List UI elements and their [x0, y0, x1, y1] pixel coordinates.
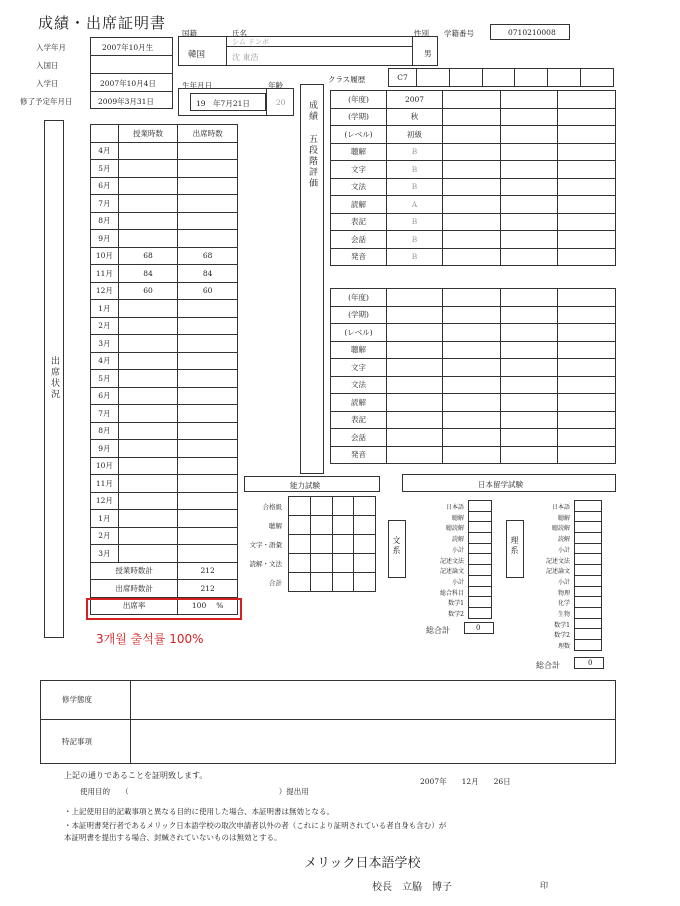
- purpose-line: 使用目的 （ ）提出用: [80, 787, 309, 796]
- attendance-attend-cell: [178, 335, 238, 353]
- attendance-row: [91, 142, 238, 160]
- attendance-lesson-cell: [118, 212, 177, 230]
- eju-subject-label: 読解: [451, 536, 464, 544]
- eju-subject-label: 聴解: [557, 514, 570, 522]
- eju-subject-label: 小計: [451, 578, 464, 586]
- attendance-lesson-cell: [118, 195, 177, 213]
- grade-value: B: [387, 213, 443, 231]
- eju-subject-label: 記述文法: [545, 557, 570, 565]
- grade-row: [331, 341, 616, 359]
- attendance-month-cell: 3月: [91, 335, 119, 353]
- bunkei-total-value: 0: [476, 624, 481, 632]
- grade-value: [387, 359, 443, 377]
- attendance-month-cell: 5月: [91, 160, 119, 178]
- attendance-attend-cell: [178, 527, 238, 545]
- attendance-lesson-cell: [118, 422, 177, 440]
- grade-value: 秋: [387, 108, 443, 126]
- attendance-lesson-cell: [118, 177, 177, 195]
- attendance-table: [90, 124, 238, 615]
- attendance-month-cell: 10月: [91, 247, 119, 265]
- attendance-row: [91, 177, 238, 195]
- attendance-attend-cell: [178, 300, 238, 318]
- grade-row: [331, 248, 616, 266]
- attendance-attend-cell: [178, 160, 238, 178]
- attendance-rate-label: 出席率: [91, 597, 178, 615]
- attendance-row: [91, 352, 238, 370]
- nationality-label: 国籍: [182, 29, 197, 38]
- grade-subject: (年度): [331, 289, 387, 307]
- attendance-attend-cell: [178, 142, 238, 160]
- attendance-row: [91, 212, 238, 230]
- principal-name: 校長 立脇 博子: [372, 882, 452, 893]
- attendance-month-cell: 4月: [91, 142, 119, 160]
- eju-subject-label: 読解: [557, 536, 570, 544]
- special-notes-label: 特記事項: [62, 737, 92, 746]
- sex-label: 性別: [414, 29, 429, 38]
- attendance-lesson-cell: [118, 317, 177, 335]
- student-no-value: 0710210008: [508, 28, 556, 37]
- attendance-attend-cell: [178, 212, 238, 230]
- grade-value: B: [387, 161, 443, 179]
- grade-value: B: [387, 231, 443, 249]
- attendance-row: [91, 282, 238, 300]
- grade-row: [331, 213, 616, 231]
- total-lesson-value: 212: [178, 562, 238, 580]
- grade-row: [331, 289, 616, 307]
- attendance-attend-cell: 68: [178, 247, 238, 265]
- grade-subject: 読解: [331, 196, 387, 214]
- attendance-attend-cell: [178, 545, 238, 563]
- admission-date-value: 2007年10月4日: [100, 79, 156, 88]
- nationality-value: 韓国: [188, 50, 206, 60]
- school-name: メリック日本語学校: [304, 856, 421, 871]
- bunkei-label: 文系: [392, 536, 401, 556]
- grade-subject: 文法: [331, 376, 387, 394]
- eju-subject-label: 物理: [557, 589, 570, 597]
- birth-value: 19 年7月21日: [196, 99, 250, 108]
- note-1: ・上記使用目的記載事項と異なる目的に使用した場合、本証明書は無効となる。: [64, 807, 334, 816]
- grade-row: [331, 359, 616, 377]
- attendance-lesson-cell: 68: [118, 247, 177, 265]
- jlpt-row-label: 読解・文法: [249, 560, 282, 568]
- age-label: 年齢: [268, 81, 283, 90]
- attendance-lesson-cell: [118, 405, 177, 423]
- grade-value: 2007: [387, 91, 443, 109]
- attendance-month-cell: 6月: [91, 177, 119, 195]
- grade-row: [331, 126, 616, 144]
- attendance-lesson-cell: [118, 370, 177, 388]
- grade-value: B: [387, 143, 443, 161]
- attendance-lesson-cell: [118, 545, 177, 563]
- grade-subject: (レベル): [331, 324, 387, 342]
- note-3: 本証明書を提出する場合、封緘されていないものは無効とする。: [64, 833, 282, 842]
- attendance-lesson-cell: 84: [118, 265, 177, 283]
- attendance-attend-cell: [178, 422, 238, 440]
- riken-total-label: 総合計: [536, 661, 560, 670]
- attendance-attend-cell: [178, 195, 238, 213]
- grade-value: [387, 289, 443, 307]
- grade-row: [331, 91, 616, 109]
- grade-row: [331, 143, 616, 161]
- grade-row: [331, 394, 616, 412]
- eju-subject-label: 生物: [557, 611, 570, 618]
- attendance-lesson-cell: [118, 475, 177, 493]
- grade-subject: (年度): [331, 91, 387, 109]
- completion-label: 修了予定年月日: [20, 97, 73, 106]
- eju-subject-label: 聴読解: [445, 525, 464, 533]
- attendance-attend-cell: [178, 387, 238, 405]
- attendance-rate-highlight: [86, 598, 242, 620]
- grade-row: [331, 178, 616, 196]
- grade-subject: 聴解: [331, 143, 387, 161]
- eju-subject-label: 数学2: [554, 632, 570, 640]
- attendance-lesson-cell: [118, 492, 177, 510]
- grade-value: [387, 306, 443, 324]
- attendance-month-cell: 3月: [91, 545, 119, 563]
- eju-subject-label: 小計: [557, 578, 570, 586]
- eju-subject-label: 小計: [557, 546, 570, 554]
- attendance-attend-cell: [178, 510, 238, 528]
- grade-subject: 文字: [331, 161, 387, 179]
- attendance-lesson-cell: 60: [118, 282, 177, 300]
- grade-row: [331, 376, 616, 394]
- eju-subject-label: 記述文法: [439, 557, 464, 565]
- attendance-lesson-cell: [118, 352, 177, 370]
- grade-value: 初級: [387, 126, 443, 144]
- attendance-lesson-cell: [118, 160, 177, 178]
- attendance-row: [91, 475, 238, 493]
- page-title: 成績・出席証明書: [38, 14, 167, 32]
- attendance-month-cell: 1月: [91, 300, 119, 318]
- grade-value: [387, 394, 443, 412]
- grade-row: [331, 231, 616, 249]
- attendance-month-cell: 7月: [91, 195, 119, 213]
- grade-value: A: [387, 196, 443, 214]
- attendance-row: [91, 300, 238, 318]
- attendance-rate-value: 100: [191, 601, 207, 610]
- grade-value: [387, 429, 443, 447]
- eju-riken-table: [574, 500, 602, 651]
- attendance-row: [91, 265, 238, 283]
- grade-subject: 文字: [331, 359, 387, 377]
- grade-row: [331, 411, 616, 429]
- attendance-month-cell: 11月: [91, 475, 119, 493]
- attendance-row: [91, 422, 238, 440]
- study-attitude-label: 修学態度: [62, 695, 92, 704]
- attendance-lesson-cell: [118, 527, 177, 545]
- seal-mark: 印: [540, 881, 548, 890]
- attendance-lesson-cell: [118, 387, 177, 405]
- attendance-month-cell: 9月: [91, 440, 119, 458]
- attendance-row: [91, 457, 238, 475]
- attendance-attend-cell: [178, 405, 238, 423]
- attendance-lesson-cell: [118, 142, 177, 160]
- attendance-lesson-cell: [118, 510, 177, 528]
- attendance-attend-cell: [178, 177, 238, 195]
- attendance-month-cell: 2月: [91, 527, 119, 545]
- eju-bunkei-table: [468, 500, 492, 619]
- class-history-table: [388, 68, 614, 87]
- sex-value: 男: [424, 49, 432, 58]
- riken-total-value: 0: [588, 659, 593, 667]
- certify-text: 上記の通りであることを証明致します。: [64, 771, 208, 780]
- attendance-month-cell: 2月: [91, 317, 119, 335]
- eju-subject-label: 記述論文: [439, 568, 464, 576]
- grade-subject: 会話: [331, 429, 387, 447]
- jlpt-row-label: 文字・語彙: [249, 541, 282, 549]
- grade-subject: (学期): [331, 108, 387, 126]
- total-attend-label: 出席時数計: [91, 580, 178, 598]
- attendance-lesson-cell: [118, 457, 177, 475]
- attendance-month-cell: 4月: [91, 352, 119, 370]
- name-box: [178, 36, 438, 66]
- attendance-lesson-cell: [118, 440, 177, 458]
- attendance-lesson-cell: [118, 300, 177, 318]
- attendance-row: [91, 527, 238, 545]
- attendance-lesson-cell: [118, 230, 177, 248]
- grade-subject: 表記: [331, 213, 387, 231]
- grade-row: [331, 306, 616, 324]
- jlpt-row-label: 合格級: [262, 503, 282, 511]
- name-label: 氏名: [232, 29, 247, 38]
- grade-subject: (学期): [331, 306, 387, 324]
- name-kanji: 沈 東浩: [232, 53, 259, 62]
- eju-subject-label: 日本語: [551, 504, 570, 511]
- student-no-label: 学籍番号: [444, 29, 474, 38]
- grades-block-2: [330, 288, 616, 464]
- attendance-attend-cell: 60: [178, 282, 238, 300]
- eju-subject-label: 数学2: [448, 611, 464, 618]
- attendance-attend-cell: 84: [178, 265, 238, 283]
- attendance-attend-cell: [178, 475, 238, 493]
- eju-subject-label: 数学1: [448, 600, 464, 608]
- eju-subject-label: 化学: [557, 600, 570, 608]
- attendance-month-cell: 5月: [91, 370, 119, 388]
- attendance-month-cell: 12月: [91, 282, 119, 300]
- remarks-box: [40, 680, 616, 764]
- grade-subject: 会話: [331, 231, 387, 249]
- grade-row: [331, 108, 616, 126]
- attendance-month-cell: 10月: [91, 457, 119, 475]
- grades-block-1: [330, 90, 616, 266]
- grade-row: [331, 446, 616, 464]
- jlpt-table: [288, 496, 376, 592]
- grade-subject: 文法: [331, 178, 387, 196]
- birth-label: 生年月日: [182, 81, 212, 90]
- issue-date: 2007年 12月 26日: [420, 777, 511, 786]
- attendance-row: [91, 247, 238, 265]
- attendance-month-cell: 7月: [91, 405, 119, 423]
- attendance-attend-cell: [178, 317, 238, 335]
- eju-title: 日本留学試験: [478, 480, 523, 489]
- attendance-lesson-cell: [118, 335, 177, 353]
- bunkei-total-label: 総合計: [426, 626, 450, 635]
- attendance-month-cell: 6月: [91, 387, 119, 405]
- grade-subject: 聴解: [331, 341, 387, 359]
- attendance-row: [91, 335, 238, 353]
- total-lesson-label: 授業時数計: [91, 562, 178, 580]
- col-attend-header: 出席時数: [178, 125, 238, 143]
- attendance-attend-cell: [178, 370, 238, 388]
- attendance-row: [91, 510, 238, 528]
- attendance-rate-unit: %: [216, 601, 224, 610]
- grade-subject: 表記: [331, 411, 387, 429]
- attendance-row: [91, 195, 238, 213]
- annotation-text: 3개월 출석률 100%: [96, 632, 204, 646]
- grade-value: [387, 411, 443, 429]
- eju-subject-label: 聴解: [451, 514, 464, 522]
- attendance-row: [91, 317, 238, 335]
- attendance-row: [91, 370, 238, 388]
- grade-row: [331, 324, 616, 342]
- grade-value: [387, 446, 443, 464]
- admission-month-label: 入学年月: [36, 43, 66, 52]
- attendance-attend-cell: [178, 492, 238, 510]
- attendance-month-cell: 1月: [91, 510, 119, 528]
- attendance-row: [91, 545, 238, 563]
- attendance-row: [91, 230, 238, 248]
- attendance-attend-cell: [178, 457, 238, 475]
- grades-side-label: 成績 五段階評価: [307, 100, 317, 189]
- riken-label: 理系: [510, 536, 519, 556]
- class-value: C7: [389, 69, 417, 87]
- attendance-attend-cell: [178, 440, 238, 458]
- eju-subject-label: 記述論文: [545, 568, 570, 576]
- attendance-row: [91, 160, 238, 178]
- grade-subject: (レベル): [331, 126, 387, 144]
- jlpt-title: 能力試験: [290, 481, 320, 490]
- admission-month-value: 2007年10月生: [102, 43, 154, 52]
- attendance-row: [91, 387, 238, 405]
- attendance-row: [91, 492, 238, 510]
- completion-value: 2009年3月31日: [98, 97, 154, 106]
- grade-subject: 読解: [331, 394, 387, 412]
- attendance-attend-cell: [178, 352, 238, 370]
- attendance-side-label: 出席状況: [49, 356, 59, 400]
- grade-value: B: [387, 178, 443, 196]
- attendance-row: [91, 405, 238, 423]
- jlpt-row-label: 合計: [269, 579, 282, 587]
- grade-value: [387, 341, 443, 359]
- eju-subject-label: 聴読解: [551, 525, 570, 533]
- grade-row: [331, 196, 616, 214]
- jlpt-row-label: 聴解: [269, 522, 282, 530]
- col-lesson-header: 授業時数: [118, 125, 177, 143]
- note-2: ・本証明書発行者であるメリック日本語学校の取次申請者以外の者（これにより証明されている者自身も含む）が: [64, 821, 447, 830]
- grade-value: [387, 324, 443, 342]
- attendance-month-cell: 8月: [91, 212, 119, 230]
- attendance-attend-cell: [178, 230, 238, 248]
- total-attend-value: 212: [178, 580, 238, 598]
- entry-date-label: 入国日: [36, 61, 59, 70]
- attendance-month-cell: 8月: [91, 422, 119, 440]
- eju-subject-label: 数学1: [554, 621, 570, 629]
- grade-row: [331, 161, 616, 179]
- eju-subject-label: 小計: [451, 546, 464, 554]
- name-kana: シム ドンボ: [232, 38, 269, 46]
- admission-date-label: 入学日: [36, 79, 59, 88]
- eju-subject-label: 理数: [557, 643, 570, 651]
- grade-row: [331, 429, 616, 447]
- grade-value: B: [387, 248, 443, 266]
- attendance-month-cell: 12月: [91, 492, 119, 510]
- eju-subject-label: 日本語: [445, 504, 464, 511]
- attendance-month-cell: 9月: [91, 230, 119, 248]
- class-label: クラス履歴: [328, 75, 366, 84]
- grade-subject: 発音: [331, 446, 387, 464]
- grade-value: [387, 376, 443, 394]
- eju-subject-label: 総合科目: [439, 589, 464, 597]
- age-value: 20: [276, 98, 286, 107]
- attendance-row: [91, 440, 238, 458]
- attendance-month-cell: 11月: [91, 265, 119, 283]
- grade-subject: 発音: [331, 248, 387, 266]
